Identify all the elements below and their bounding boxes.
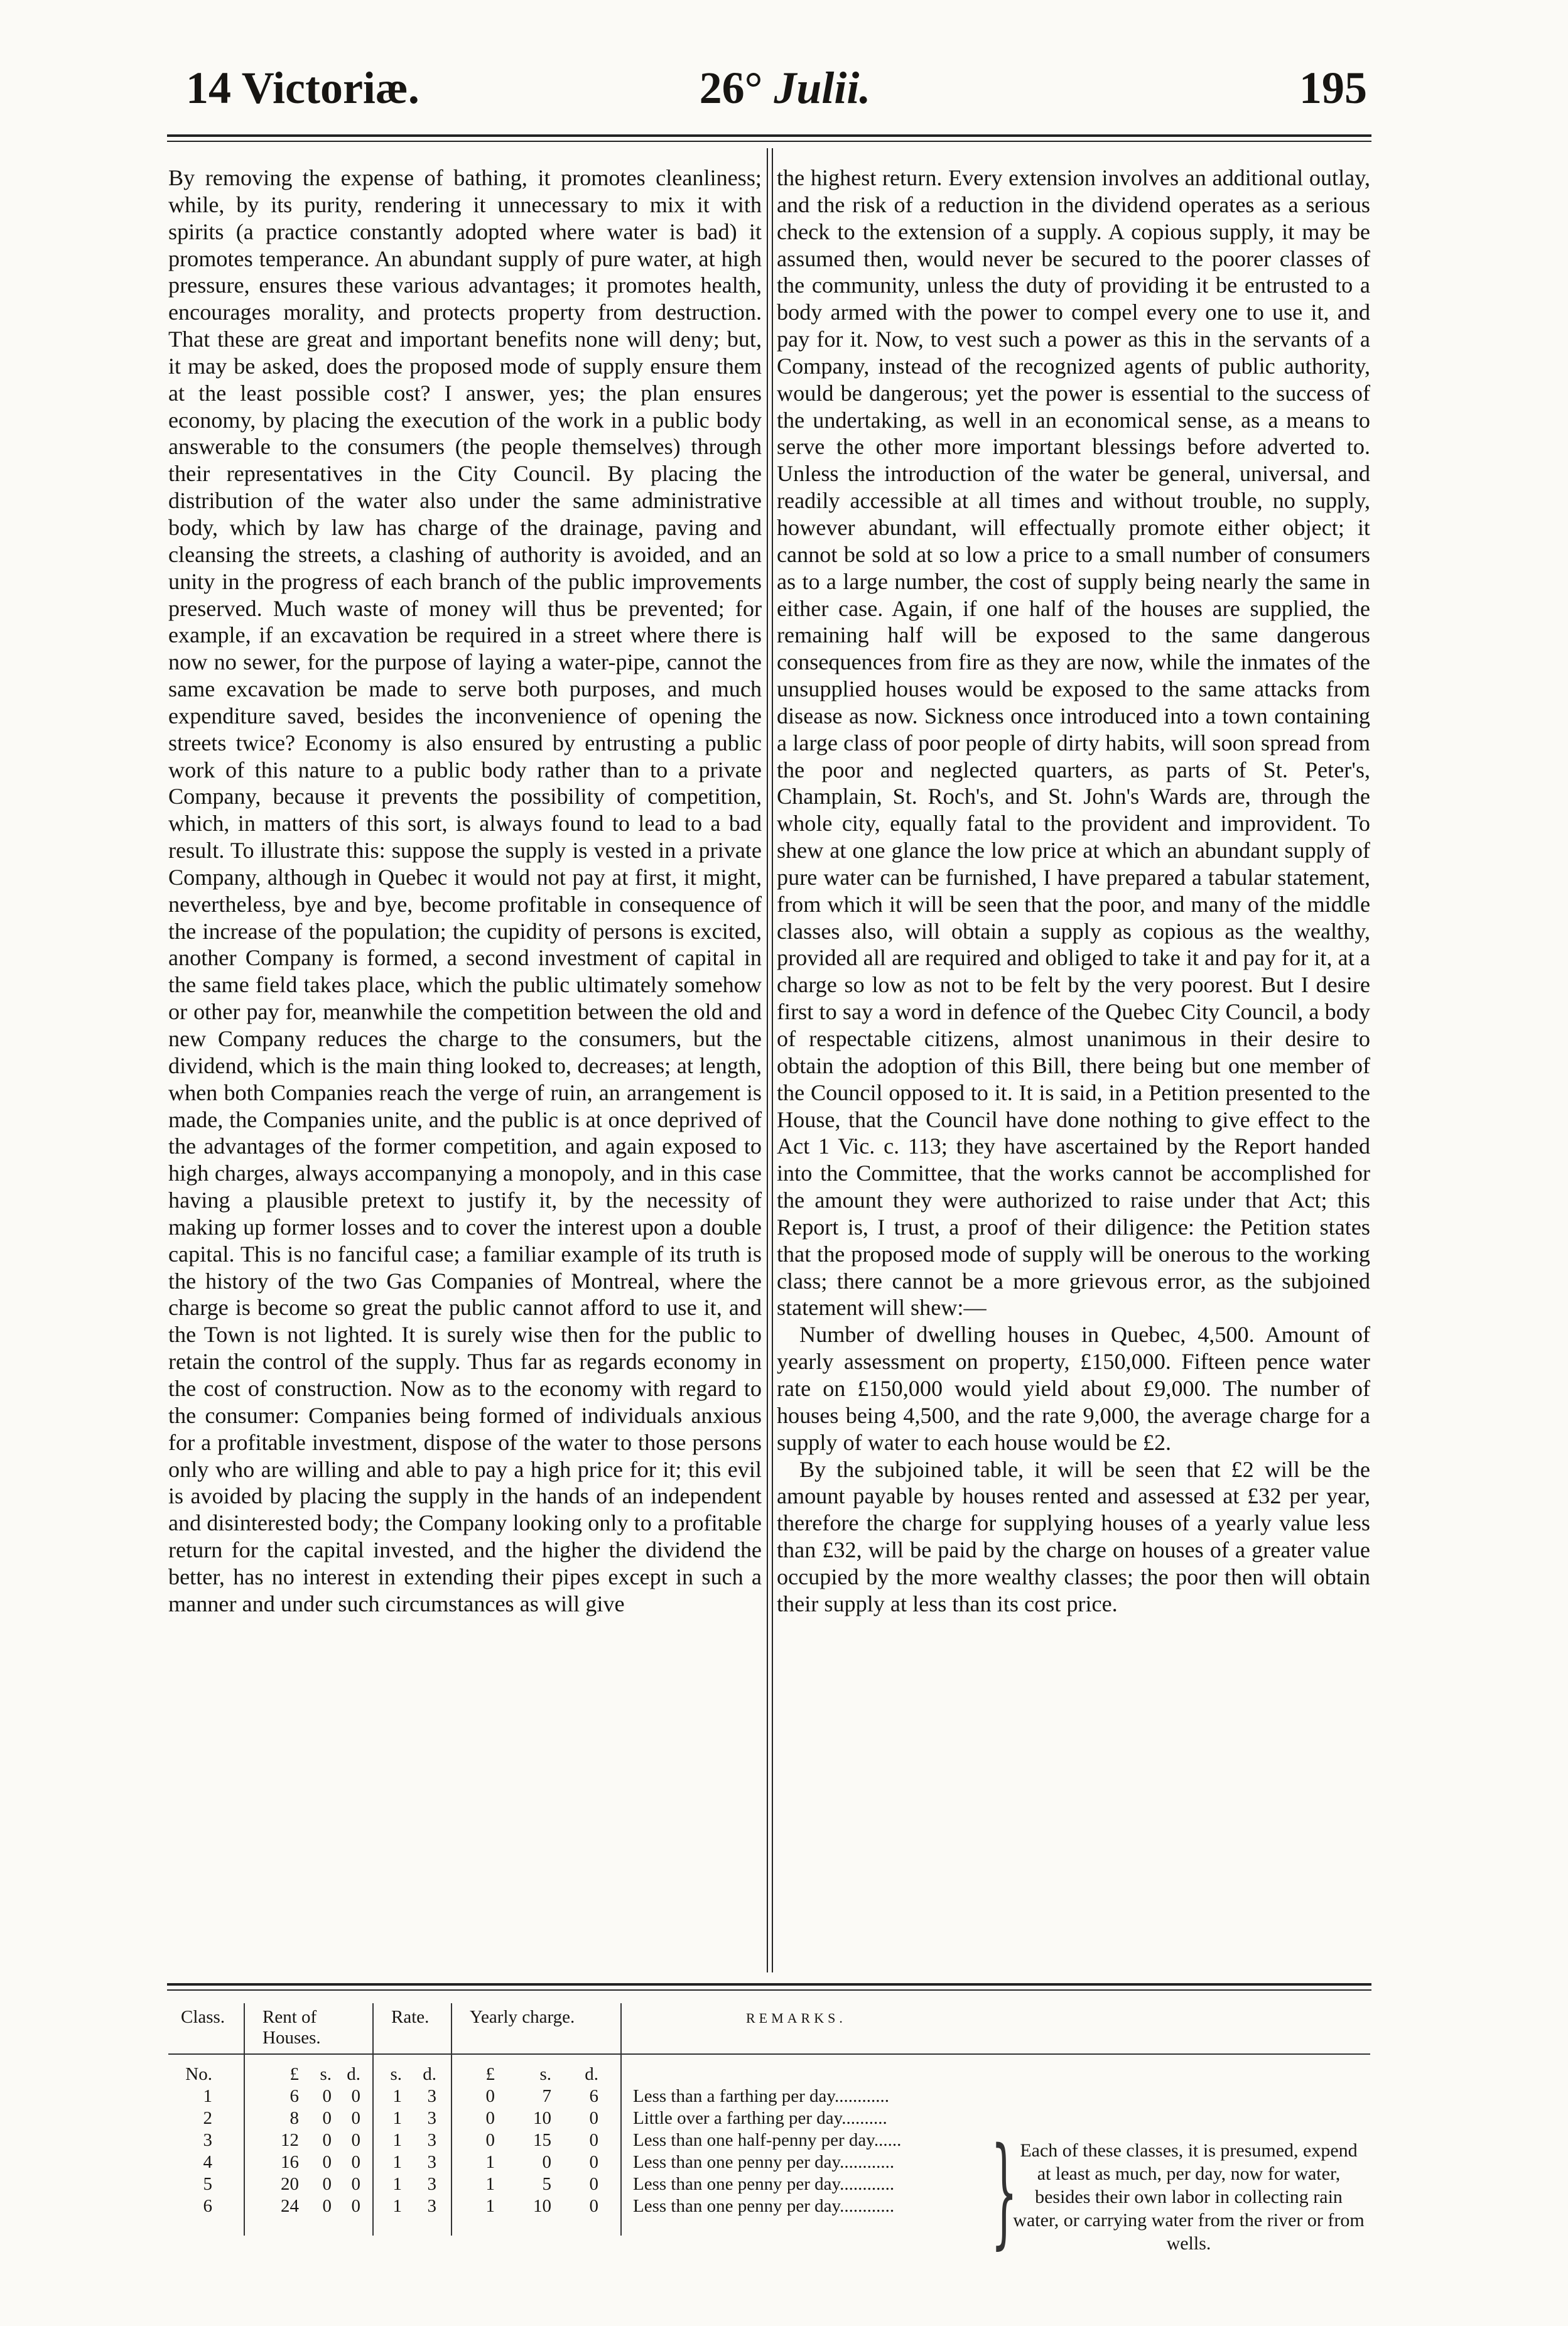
cell-class: 3 (203, 2130, 212, 2150)
cell-rent-shillings: 0 (322, 2174, 332, 2194)
cell-rate-pence: 3 (427, 2152, 436, 2172)
cell-rent-pounds: 12 (281, 2130, 299, 2150)
cell-yearly-pence: 0 (589, 2174, 598, 2194)
cell-yearly-pence: 0 (589, 2196, 598, 2216)
cell-rent-shillings: 0 (322, 2152, 332, 2172)
header-date-month: Julii. (774, 63, 871, 113)
cell-rent-pence: 0 (351, 2196, 360, 2216)
cell-yearly-shillings: 7 (542, 2086, 551, 2106)
cell-class: 2 (203, 2108, 212, 2128)
cell-yearly-pence: 0 (589, 2130, 598, 2150)
header-date (634, 60, 936, 116)
right-column-paragraph-2: Number of dwelling houses in Quebec, 4,500. Amount of yearly assessment on property, £150,000. Fifteen pence water rate on £150,000 would yield about £9,000. The number of houses being 4,500, and the rate 9,000, the average charge for a supply of water to each house would be £2. (777, 1322, 1370, 1455)
cell-rate-pence: 3 (427, 2196, 436, 2216)
header-rule-bottom (167, 141, 1371, 142)
cell-rent-pence: 0 (351, 2130, 360, 2150)
cell-yearly-shillings: 5 (542, 2174, 551, 2194)
table-rule-top-thin (167, 1989, 1371, 1991)
unit-yearly-shillings: s. (539, 2064, 551, 2084)
cell-rate-pence: 3 (427, 2086, 436, 2106)
unit-yearly-pounds: £ (485, 2064, 495, 2084)
cell-rate-shillings: 1 (392, 2174, 402, 2194)
cell-class: 4 (203, 2152, 212, 2172)
table-rule-top (167, 1983, 1371, 1986)
unit-no: No. (185, 2064, 212, 2084)
right-column (777, 165, 1370, 1618)
cell-rent-shillings: 0 (322, 2086, 332, 2106)
header-rate: Rate. (391, 2007, 430, 2027)
cell-yearly-pounds: 1 (485, 2174, 495, 2194)
cell-remark: Less than one penny per day............ (633, 2196, 895, 2216)
cell-yearly-pence: 0 (589, 2152, 598, 2172)
cell-rent-pence: 0 (351, 2152, 360, 2172)
cell-rent-pence: 0 (351, 2174, 360, 2194)
cell-rate-shillings: 1 (392, 2196, 402, 2216)
unit-rent-pence: d. (347, 2064, 360, 2084)
cell-rent-pounds: 20 (281, 2174, 299, 2194)
cell-remark: Less than one penny per day............ (633, 2174, 895, 2194)
unit-rent-pounds: £ (289, 2064, 299, 2084)
cell-rate-shillings: 1 (392, 2152, 402, 2172)
unit-yearly-pence: d. (585, 2064, 598, 2084)
unit-rent-shillings: s. (320, 2064, 332, 2084)
running-header (0, 60, 1568, 116)
cell-rate-pence: 3 (427, 2174, 436, 2194)
cell-rent-pounds: 6 (289, 2086, 299, 2106)
table-row (168, 2107, 1370, 2129)
column-divider-right (772, 148, 773, 1972)
cell-rate-pence: 3 (427, 2108, 436, 2128)
cell-rent-pounds: 24 (281, 2196, 299, 2216)
header-date-number: 26° (699, 63, 763, 113)
table-units-row (168, 2064, 1370, 2085)
water-rate-table (168, 2003, 1370, 2261)
left-column-paragraph: By removing the expense of bathing, it promotes cleanliness; while, by its purity, rendering it unnecessary to mix it with spirits (a practice constantly adopted where water is bad) it promotes temperance. An abundant supply of pure water, at high pressure, ensures these various advantages; it promotes health, encourages morality, and protects property from destruction. That these are great and important benefits none will deny; but, it may be asked, does the proposed mode of supply ensure them at the least possible cost? I answer, yes; the plan ensures economy, by placing the execution of the work in a public body answerable to the consumers (the people themselves) through their representatives in the City Council. By placing the distribution of the water also under the same administrative body, which by law has charge of the drainage, paving and cleansing the streets, a clashing of authority is avoided, and an unity in the progress of each branch of the public improvements preserved. Much waste of money will thus be prevented; for example, if an excavation be required in a street where there is now no sewer, for the purpose of laying a water-pipe, cannot the same excavation be made to serve both purposes, and much expenditure saved, besides the inconvenience of opening the streets twice? Economy is also ensured by entrusting a public work of this nature to a public body rather than to a private Company, because it prevents the possibility of competition, which, in matters of this sort, is always found to lead to a bad result. To illustrate this: suppose the supply is vested in a private Company, although in Quebec it would not pay at first, it might, nevertheless, bye and bye, become profitable in consequence of the increase of the population; the cupidity of persons is excited, another Company is formed, a second investment of capital in the same field takes place, which the public ultimately somehow or other pay for, meanwhile the competition between the old and new Company reduces the charge to the consumers, but the dividend, which is the main thing looked to, decreases; at length, when both Companies reach the verge of ruin, an arrangement is made, the Companies unite, and the public is at once deprived of the advantages of the former competition, and again exposed to high charges, always accompanying a monopoly, and in this case having a plausible pretext to justify it, by the necessity of making up former losses and to cover the interest upon a double capital. This is no fanciful case; a familiar example of its truth is the history of the two Gas Companies of Montreal, where the charge is become so great the public cannot afford to use it, and the Town is not lighted. It is surely wise then for the public to retain the control of the supply. Thus far as regards economy in the cost of construction. Now as to the economy with regard to the consumer: Companies being formed of individuals anxious for a profitable investment, dispose of the water to those persons only who are willing and able to pay a high price for it; this evil is avoided by placing the supply in the hands of an independent and disinterested body; the Company looking only to a profitable return for the capital invested, and the higher the dividend the better, has no interest in extending their pipes except in such a manner and under such circumstances as will give (168, 165, 762, 1616)
cell-rent-shillings: 0 (322, 2130, 332, 2150)
right-column-paragraph-3: By the subjoined table, it will be seen that £2 will be the amount payable by houses rented and assessed at £32 per year, therefore the charge for supplying houses of a yearly value less than £32, will be paid by the charge on houses of a greater value occupied by the more wealthy classes; the poor then will obtain their supply at less than its cost price. (777, 1456, 1370, 1616)
cell-yearly-shillings: 0 (542, 2152, 551, 2172)
cell-yearly-pounds: 0 (485, 2108, 495, 2128)
cell-yearly-shillings: 10 (533, 2108, 551, 2128)
cell-rent-pence: 0 (351, 2108, 360, 2128)
cell-yearly-pounds: 1 (485, 2152, 495, 2172)
cell-yearly-pence: 6 (589, 2086, 598, 2106)
cell-rent-pounds: 8 (289, 2108, 299, 2128)
cell-class: 1 (203, 2086, 212, 2106)
cell-remark: Less than a farthing per day............ (633, 2086, 890, 2106)
cell-rent-pounds: 16 (281, 2152, 299, 2172)
table-row (168, 2085, 1370, 2107)
cell-rent-pence: 0 (351, 2086, 360, 2106)
cell-remark: Less than one penny per day............ (633, 2152, 895, 2172)
cell-rent-shillings: 0 (322, 2196, 332, 2216)
header-remarks: REMARKS. (746, 2010, 846, 2026)
cell-yearly-pounds: 0 (485, 2086, 495, 2106)
table-header-rule (168, 2053, 1370, 2055)
header-regnal-year: 14 Victoriæ. (186, 63, 419, 113)
cell-remark: Less than one half-penny per day...... (633, 2130, 902, 2150)
column-divider-left (767, 148, 768, 1972)
cell-remark: Little over a farthing per day.......... (633, 2108, 887, 2128)
cell-yearly-shillings: 10 (533, 2196, 551, 2216)
cell-yearly-pounds: 1 (485, 2196, 495, 2216)
cell-rate-shillings: 1 (392, 2130, 402, 2150)
cell-class: 5 (203, 2174, 212, 2194)
cell-rate-shillings: 1 (392, 2108, 402, 2128)
header-rule-top (167, 134, 1371, 137)
header-class: Class. (181, 2007, 225, 2027)
cell-yearly-shillings: 15 (533, 2130, 551, 2150)
left-column (168, 165, 762, 1618)
header-yearly-charge: Yearly charge. (470, 2007, 575, 2027)
cell-rent-shillings: 0 (322, 2108, 332, 2128)
cell-yearly-pounds: 0 (485, 2130, 495, 2150)
unit-rate-shillings: s. (390, 2064, 402, 2084)
right-column-paragraph-1: the highest return. Every extension involves an additional outlay, and the risk of a reduction in the dividend operates as a serious check to the extension of a supply. A copious supply, it may be assumed then, would never be secured to the poorer classes of the community, unless the duty of providing it be entrusted to a body armed with the power to compel every one to use it, and pay for it. Now, to vest such a power as this in the servants of a Company, instead of the recognized agents of public authority, would be dangerous; yet the power is essential to the success of the undertaking, as well in an economical sense, as a means to serve the other more important blessings before adverted to. Unless the introduction of the water be general, universal, and readily accessible at all times and without trouble, no supply, however abundant, will effectually promote either object; it cannot be sold at so low a price to a small number of consumers as to a large number, the cost of supply being nearly the same in either case. Again, if one half of the houses are supplied, the remaining half will be exposed to the same dangerous consequences from fire as they are now, while the inmates of the unsupplied houses would be exposed to the same attacks from disease as now. Sickness once introduced into a town containing a large class of poor people of dirty habits, will soon spread from the poor and neglected quarters, as parts of St. Peter's, Champlain, St. Roch's, and St. John's Wards are, through the whole city, equally fatal to the provident and improvident. To shew at one glance the low price at which an abundant supply of pure water can be furnished, I have prepared a tabular statement, from which it will be seen that the poor, and many of the middle classes also, will obtain a supply as copious as the wealthy, provided all are required and obliged to take it and pay for it, at a charge so low as not to be felt by the very poorest. But I desire first to say a word in defence of the Quebec City Council, a body of respectable citizens, almost unanimous in their desire to obtain the adoption of this Bill, there being but one member of the Council opposed to it. It is said, in a Petition presented to the House, that the Council have done nothing to give effect to the Act 1 Vic. c. 113; they have ascertained by the Report handed into the Committee, that the works cannot be accomplished for the amount they were authorized to raise under that Act; this Report is, I trust, a proof of their diligence: the Petition states that the proposed mode of supply will be onerous to the working class; there cannot be a more grievous error, as the subjoined statement will shew:— (777, 165, 1370, 1321)
cell-class: 6 (203, 2196, 212, 2216)
cell-yearly-pence: 0 (589, 2108, 598, 2128)
page-number: 195 (1299, 63, 1367, 113)
header-rent: Rent of Houses. (262, 2007, 321, 2048)
unit-rate-pence: d. (423, 2064, 436, 2084)
cell-rate-shillings: 1 (392, 2086, 402, 2106)
right-brace: } (991, 2122, 1018, 2261)
cell-rate-pence: 3 (427, 2130, 436, 2150)
table-note: Each of these classes, it is presumed, expend at least as much, per day, now for water, besides their own labor in collecting rain water, or carrying water from the river or from wells. (1013, 2140, 1365, 2254)
